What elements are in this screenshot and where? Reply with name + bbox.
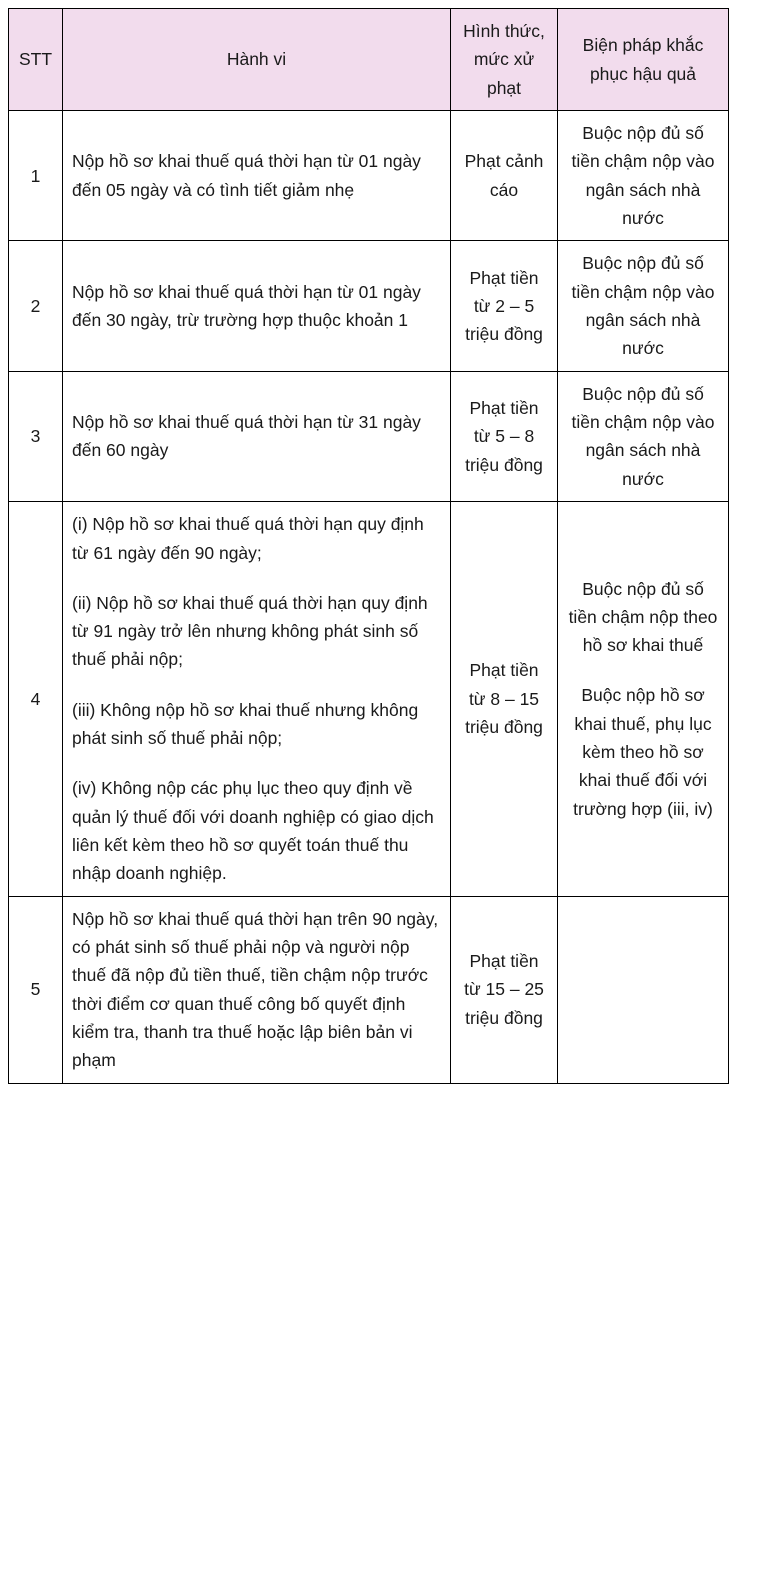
cell-penalty: Phạt cảnh cáo	[451, 111, 558, 241]
cell-behavior	[63, 896, 451, 1083]
table-row	[9, 371, 729, 501]
cell-penalty: Phạt tiền từ 15 – 25 triệu đồng	[451, 896, 558, 1083]
behavior-paragraph: Nộp hồ sơ khai thuế quá thời hạn từ 01 ngày đến 30 ngày, trừ trường hợp thuộc khoản 1	[72, 281, 421, 331]
header-row	[9, 9, 729, 111]
column-header-behavior: Hành vi	[63, 9, 451, 111]
cell-stt: 2	[9, 241, 63, 371]
cell-penalty: Phạt tiền từ 8 – 15 triệu đồng	[451, 502, 558, 896]
remedy-paragraph: Buộc nộp đủ số tiền chậm nộp vào ngân sách nhà nước	[571, 123, 715, 229]
table-row	[9, 896, 729, 1083]
table-row	[9, 241, 729, 371]
column-header-stt: STT	[9, 9, 63, 111]
cell-remedy	[558, 502, 729, 896]
cell-remedy	[558, 371, 729, 501]
cell-penalty: Phạt tiền từ 2 – 5 triệu đồng	[451, 241, 558, 371]
remedy-paragraph: Buộc nộp hồ sơ khai thuế, phụ lục kèm theo hồ sơ khai thuế đối với trường hợp (iii, iv)	[573, 685, 713, 819]
table-body	[9, 111, 729, 1084]
behavior-paragraph: Nộp hồ sơ khai thuế quá thời hạn từ 01 ngày đến 05 ngày và có tình tiết giảm nhẹ	[72, 151, 421, 200]
tax-penalty-table	[8, 8, 729, 1084]
column-header-remedy: Biện pháp khắc phục hậu quả	[558, 9, 729, 111]
behavior-paragraph: (i) Nộp hồ sơ khai thuế quá thời hạn quy định từ 61 ngày đến 90 ngày;	[72, 514, 424, 563]
cell-behavior	[63, 241, 451, 371]
cell-remedy	[558, 111, 729, 241]
behavior-paragraph: (iv) Không nộp các phụ lục theo quy định về quản lý thuế đối với doanh nghiệp có giao dịch liên kết kèm theo hồ sơ quyết toán thuế thu nhập doanh nghiệp.	[72, 778, 434, 884]
behavior-paragraph: Nộp hồ sơ khai thuế quá thời hạn từ 31 ngày đến 60 ngày	[72, 412, 421, 461]
cell-stt: 3	[9, 371, 63, 501]
cell-stt: 4	[9, 502, 63, 896]
cell-stt: 1	[9, 111, 63, 241]
cell-penalty: Phạt tiền từ 5 – 8 triệu đồng	[451, 371, 558, 501]
table-header	[9, 9, 729, 111]
remedy-paragraph: Buộc nộp đủ số tiền chậm nộp vào ngân sách nhà nước	[571, 253, 715, 359]
remedy-paragraph: Buộc nộp đủ số tiền chậm nộp theo hồ sơ khai thuế	[568, 578, 718, 656]
table-row	[9, 502, 729, 896]
cell-remedy	[558, 896, 729, 1083]
cell-behavior	[63, 502, 451, 896]
behavior-paragraph: (iii) Không nộp hồ sơ khai thuế nhưng không phát sinh số thuế phải nộp;	[72, 699, 419, 748]
table-row	[9, 111, 729, 241]
behavior-paragraph: Nộp hồ sơ khai thuế quá thời hạn trên 90 ngày, có phát sinh số thuế phải nộp và người nộp thuế đã nộp đủ tiền thuế, tiền chậm nộp trước thời điểm cơ quan thuế công bố quyết định kiểm tra, thanh tra thuế hoặc lập biên bản vi phạm	[72, 908, 439, 1071]
cell-stt: 5	[9, 896, 63, 1083]
column-header-penalty: Hình thức, mức xử phạt	[451, 9, 558, 111]
cell-behavior	[63, 111, 451, 241]
behavior-paragraph: (ii) Nộp hồ sơ khai thuế quá thời hạn quy định từ 91 ngày trở lên nhưng không phát sinh số thuế phải nộp;	[72, 592, 428, 670]
cell-behavior	[63, 371, 451, 501]
cell-remedy	[558, 241, 729, 371]
remedy-paragraph: Buộc nộp đủ số tiền chậm nộp vào ngân sách nhà nước	[571, 383, 715, 489]
